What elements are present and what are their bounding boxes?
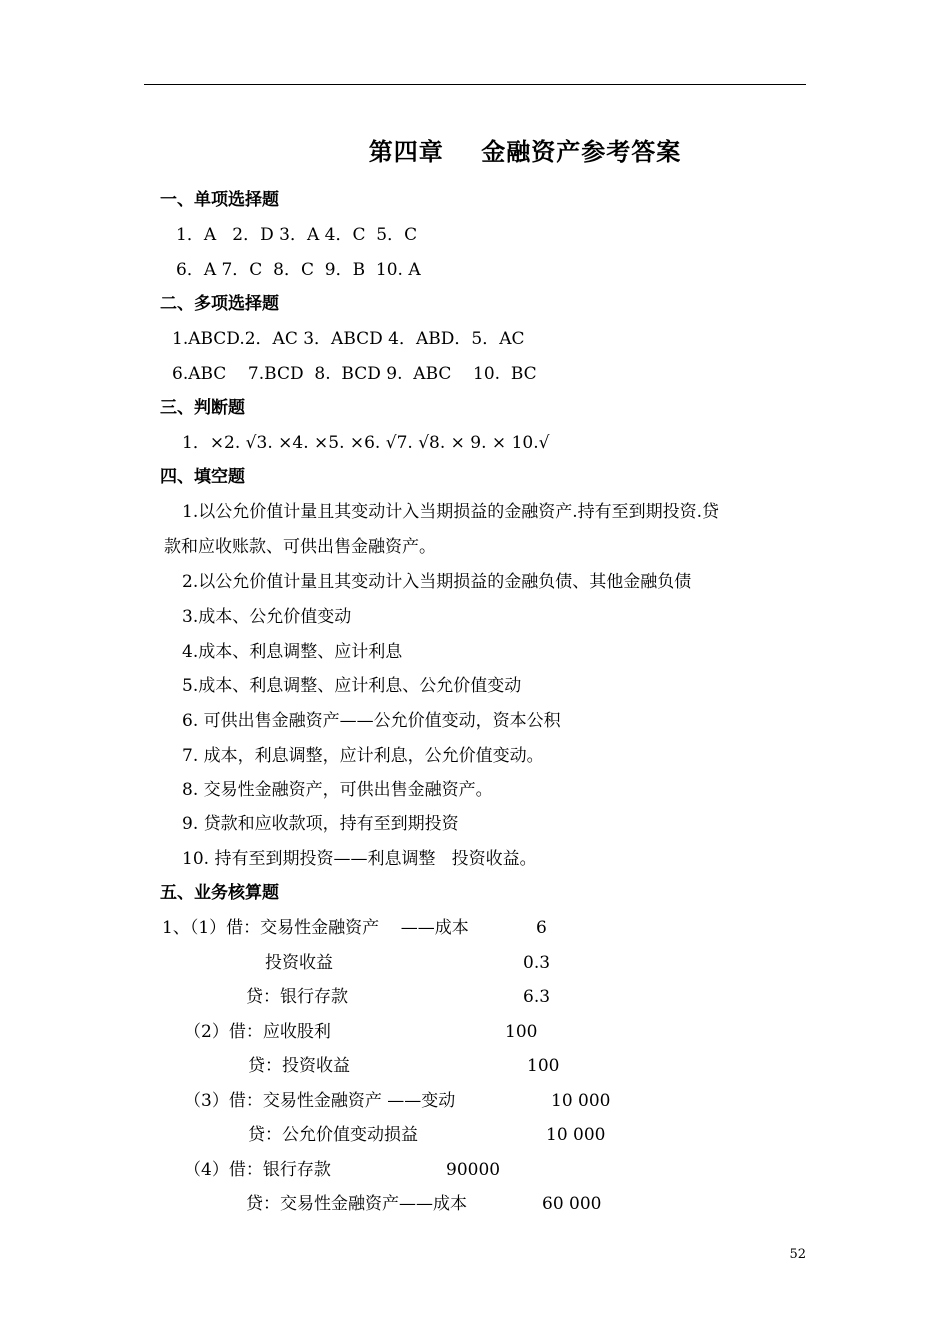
fill-blank-line: 款和应收账款、可供出售金融资产。 bbox=[164, 537, 436, 557]
entry-label: 贷：银行存款 bbox=[246, 987, 348, 1007]
entry-amount: 90000 bbox=[446, 1160, 501, 1180]
multi-choice-line-2: 6.ABC 7.BCD 8. BCD 9. ABC 10. BC bbox=[172, 364, 537, 384]
entry-amount: 6 bbox=[536, 918, 547, 938]
entry-amount: 0.3 bbox=[523, 953, 551, 973]
entry-amount: 100 bbox=[505, 1022, 538, 1042]
entry-label: 投资收益 bbox=[265, 953, 333, 973]
entry-label: （4）借：银行存款 bbox=[184, 1160, 331, 1180]
section-heading-multi-choice: 二、多项选择题 bbox=[160, 294, 279, 314]
entry-label: 贷：投资收益 bbox=[248, 1056, 350, 1076]
fill-blank-line: 1.以公允价值计量且其变动计入当期损益的金融资产.持有至到期投资.贷 bbox=[182, 502, 720, 522]
header-rule bbox=[144, 84, 806, 85]
page-title: 第四章 金融资产参考答案 bbox=[368, 138, 682, 166]
fill-blank-line: 2.以公允价值计量且其变动计入当期损益的金融负债、其他金融负债 bbox=[182, 572, 692, 592]
fill-blank-line: 9. 贷款和应收款项，持有至到期投资 bbox=[182, 814, 459, 834]
multi-choice-line-1: 1.ABCD.2．AC 3．ABCD 4．ABD．5．AC bbox=[172, 329, 525, 349]
section-heading-judgement: 三、判断题 bbox=[160, 398, 245, 418]
entry-label: 贷：交易性金融资产——成本 bbox=[246, 1194, 467, 1214]
judgement-line: 1．×2. √3. ×4. ×5. ×6. √7. √8. × 9. × 10.√ bbox=[182, 433, 550, 453]
fill-blank-line: 6. 可供出售金融资产——公允价值变动，资本公积 bbox=[182, 711, 561, 731]
entry-amount: 60 000 bbox=[542, 1194, 602, 1214]
entry-amount: 100 bbox=[527, 1056, 560, 1076]
entry-label: （2）借：应收股利 bbox=[184, 1022, 331, 1042]
section-heading-accounting: 五、业务核算题 bbox=[160, 883, 279, 903]
fill-blank-line: 5.成本、利息调整、应计利息、公允价值变动 bbox=[182, 676, 522, 696]
single-choice-line-1: 1．A 2．D 3．A 4．C 5．C bbox=[176, 225, 418, 245]
fill-blank-line: 8. 交易性金融资产，可供出售金融资产。 bbox=[182, 780, 493, 800]
entry-label: 贷：公允价值变动损益 bbox=[248, 1125, 418, 1145]
fill-blank-line: 4.成本、利息调整、应计利息 bbox=[182, 642, 403, 662]
section-heading-fill-blank: 四、填空题 bbox=[160, 467, 245, 487]
fill-blank-line: 10. 持有至到期投资——利息调整 投资收益。 bbox=[182, 849, 537, 869]
entry-label: 1、（1）借：交易性金融资产 ——成本 bbox=[162, 918, 469, 938]
entry-amount: 10 000 bbox=[546, 1125, 606, 1145]
single-choice-line-2: 6．A 7．C 8．C 9．B 10. A bbox=[176, 260, 421, 280]
page-number: 52 bbox=[789, 1247, 806, 1262]
entry-amount: 6.3 bbox=[523, 987, 551, 1007]
section-heading-single-choice: 一、单项选择题 bbox=[160, 190, 279, 210]
fill-blank-line: 7. 成本，利息调整，应计利息，公允价值变动。 bbox=[182, 746, 544, 766]
entry-label: （3）借：交易性金融资产 ——变动 bbox=[184, 1091, 456, 1111]
entry-amount: 10 000 bbox=[551, 1091, 611, 1111]
fill-blank-line: 3.成本、公允价值变动 bbox=[182, 607, 352, 627]
